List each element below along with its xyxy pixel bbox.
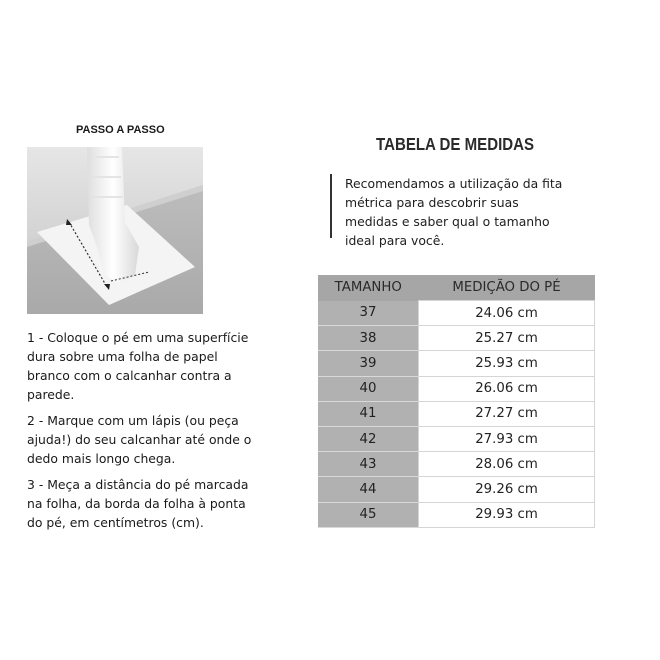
size-table [318,275,595,528]
table-row [318,376,595,401]
size-cell: 42 [318,426,419,451]
measure-cell: 29.26 cm [419,477,595,502]
table-row [318,351,595,376]
table-row [318,326,595,351]
table-row [318,477,595,502]
step-by-step-title: PASSO A PASSO [76,124,165,136]
size-cell: 38 [318,326,419,351]
table-row [318,452,595,477]
step-instructions [27,328,257,539]
size-cell: 37 [318,301,419,326]
table-row [318,426,595,451]
measure-cell: 27.93 cm [419,426,595,451]
measure-cell: 27.27 cm [419,401,595,426]
size-cell: 39 [318,351,419,376]
size-cell: 43 [318,452,419,477]
measure-cell: 25.93 cm [419,351,595,376]
size-cell: 44 [318,477,419,502]
step-2-text: 2 - Marque com um lápis (ou peça ajuda!) do seu calcanhar até onde o dedo mais longo chega. [27,413,252,466]
size-cell: 45 [318,502,419,527]
description-accent-bar [330,174,332,238]
measure-cell: 26.06 cm [419,376,595,401]
table-header-row [318,275,595,301]
size-cell: 41 [318,401,419,426]
size-cell: 40 [318,376,419,401]
foot-on-paper-illustration [27,147,203,314]
step-3-text: 3 - Meça a distância do pé marcada na folha, da borda da folha à ponta do pé, em centímetros (cm). [27,477,249,530]
table-row [318,301,595,326]
header-foot-measure: MEDIÇÃO DO PÉ [419,275,595,301]
measure-cell: 28.06 cm [419,452,595,477]
foot-measurement-photo [27,147,203,314]
measure-cell: 25.27 cm [419,326,595,351]
table-row [318,502,595,527]
step-1-text: 1 - Coloque o pé em uma superfície dura sobre uma folha de papel branco com o calcanhar contra a parede. [27,330,249,402]
measure-cell: 24.06 cm [419,301,595,326]
size-chart-title: TABELA DE MEDIDAS [376,134,535,154]
size-chart-description: Recomendamos a utilização da fita métrica para descobrir suas medidas e saber qual o tamanho ideal para você. [345,176,563,248]
measure-cell: 29.93 cm [419,502,595,527]
table-row [318,401,595,426]
header-size: TAMANHO [318,275,419,301]
